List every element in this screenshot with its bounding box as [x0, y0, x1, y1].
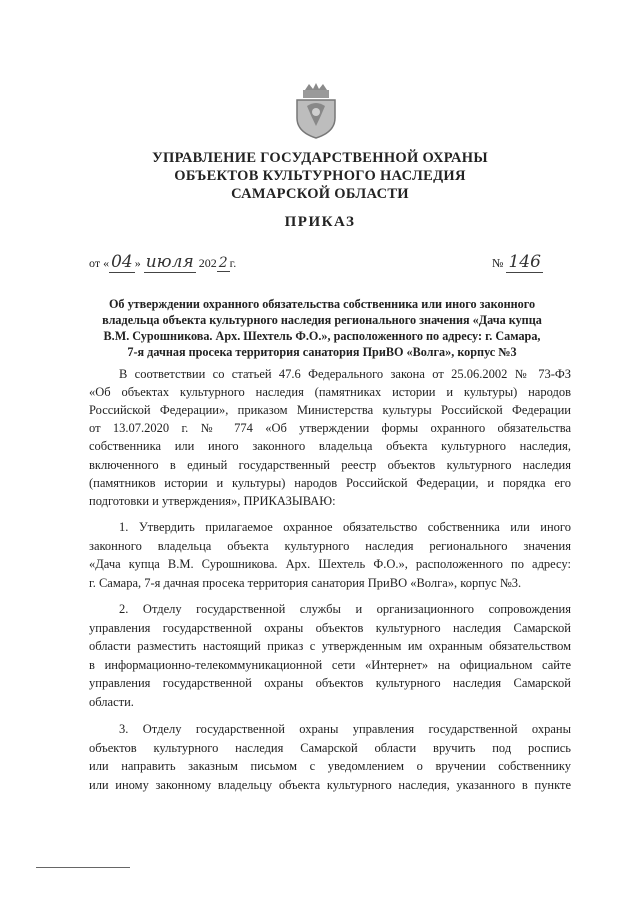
item-3-line: 3. Отделу государственной охраны управления государственной охраны — [119, 722, 571, 736]
item-2-line: в информационно-телекоммуникационной сети «Интернет» на официальном сайте — [89, 658, 571, 672]
body-line: от 13.07.2020 г. № 774 «Об утверждении формы охранного обязательства — [89, 421, 571, 435]
date-mid: » — [134, 256, 141, 270]
item-3-line: объектов культурного наследия Самарской области вручить под роспись — [89, 741, 571, 755]
coat-of-arms-icon — [291, 82, 341, 140]
item-2-line: управления государственной охраны объектов культурного наследия Самарской — [89, 676, 571, 690]
item-3-line: или иному законному владельцу объекта культурного наследия, указанного в пункте — [89, 778, 571, 792]
date-month-handwritten: июля — [145, 252, 194, 272]
date-field — [89, 252, 236, 272]
item-2-line: управления государственной охраны объектов культурного наследия Самарской — [89, 621, 571, 635]
body-line: (памятников истории и культуры) народов Российской Федерации, и порядка его — [89, 476, 571, 490]
body-line: подготовки и утверждения», ПРИКАЗЫВАЮ: — [89, 494, 336, 508]
date-day-handwritten: 04 — [111, 252, 133, 272]
date-year-handwritten: 2 — [218, 255, 228, 271]
number-label: № — [492, 256, 504, 270]
item-2-line: области. — [89, 695, 134, 709]
subject-line: В.М. Сурошникова. Арх. Шехтель Ф.О.», расположенного по адресу: г. Самара, — [103, 329, 541, 343]
subject-line: 7-я дачная просека территория санатория ПриВО «Волга», корпус №3 — [127, 345, 517, 359]
subject-line: Об утверждении охранного обязательства собственника или иного законного — [108, 297, 536, 311]
item-2-line: 2. Отделу государственной службы и организационного сопровождения — [119, 602, 571, 616]
number-handwritten: 146 — [508, 252, 541, 272]
body-line: В соответствии со статьей 47.6 Федерального закона от 25.06.2002 № 73-ФЗ — [119, 367, 571, 381]
number-field — [492, 252, 543, 272]
body-line: собственника или иного законного владельца объекта культурного наследия, — [89, 439, 571, 453]
date-prefix: от « — [89, 256, 110, 270]
agency-line-1: УПРАВЛЕНИЕ ГОСУДАРСТВЕННОЙ ОХРАНЫ — [152, 150, 488, 166]
body-line: Российской Федерации», приказом Министерства культуры Российской Федерации — [89, 403, 571, 417]
item-2-line: области разместить настоящий приказ с утвержденным им охранным обязательством — [89, 639, 571, 653]
item-3-line: или направить заказным письмом с уведомлением о вручении собственнику — [89, 759, 571, 773]
footer-divider — [36, 867, 130, 868]
subject-line: владельца объекта культурного наследия регионального значения «Дача купца — [102, 313, 542, 327]
date-year-prefix: 202 — [198, 256, 217, 270]
agency-line-2: ОБЪЕКТОВ КУЛЬТУРНОГО НАСЛЕДИЯ — [174, 168, 466, 184]
document-type-title: ПРИКАЗ — [284, 214, 356, 230]
item-1-line: г. Самара, 7-я дачная просека территория санатория ПриВО «Волга», корпус №3. — [89, 576, 522, 590]
item-1-line: 1. Утвердить прилагаемое охранное обязательство собственника или иного — [119, 520, 571, 534]
item-1-line: законного владельца объекта культурного наследия регионального значения — [89, 539, 571, 553]
agency-line-3: САМАРСКОЙ ОБЛАСТИ — [231, 186, 409, 202]
body-line: включенного в единый государственный реестр объектов культурного наследия — [89, 458, 571, 472]
body-line: «Об объектах культурного наследия (памятниках истории и культуры) народов — [89, 385, 571, 399]
order-subject — [82, 296, 562, 360]
date-year-end: г. — [229, 256, 237, 270]
item-1-line: «Дача купца В.М. Сурошникова. Арх. Шехтель Ф.О.», расположенного по адресу: — [89, 557, 571, 571]
